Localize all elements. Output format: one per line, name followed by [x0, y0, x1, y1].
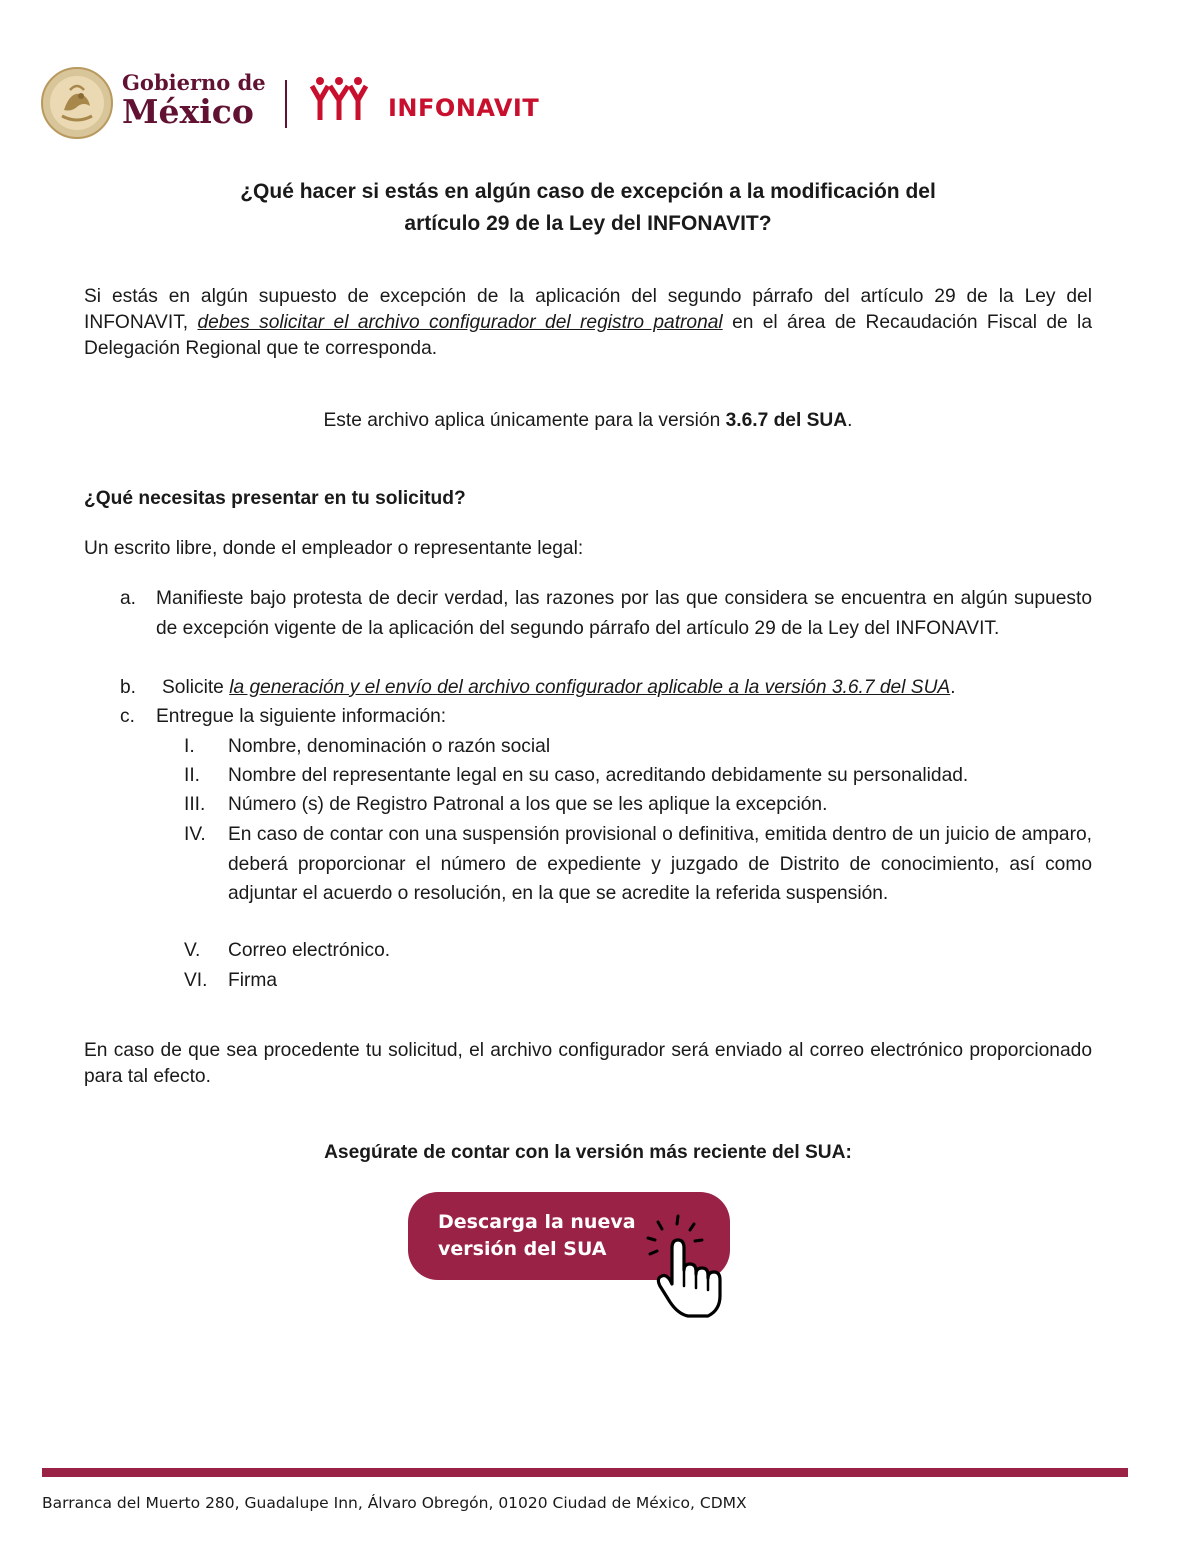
sublist-item-text: Correo electrónico. — [228, 940, 391, 961]
pointing-hand-icon — [636, 1208, 736, 1320]
list-item-text — [162, 673, 1092, 703]
sublist-marker: V. — [184, 940, 201, 961]
lead-text: Un escrito libre, donde el empleador o representante legal: — [84, 538, 584, 559]
intro-text-before: Si estás en algún supuesto de excepción de la aplicación del segundo párrafo del artículo 29 de la Ley del INFONAVIT, — [84, 286, 1092, 333]
gobierno-de-mexico-logo — [122, 70, 266, 131]
infonavit-logo-icon — [308, 76, 370, 124]
infonavit-wordmark: INFONAVIT — [388, 94, 540, 122]
logo-separator — [285, 80, 287, 128]
title-line-2: artículo 29 de la Ley del INFONAVIT? — [404, 212, 772, 235]
item-b-emphasis: la generación y el envío del archivo configurador aplicable a la versión 3.6.7 del SUA — [229, 677, 951, 698]
intro-emphasis: debes solicitar el archivo configurador del registro patronal — [197, 312, 723, 333]
title-line-1: ¿Qué hacer si estás en algún caso de excepción a la modificación del — [240, 180, 936, 203]
item-b-before: Solicite — [162, 677, 230, 698]
sublist-item-text: Firma — [228, 970, 278, 991]
sublist-item-text: Número (s) de Registro Patronal a los que se les aplique la excepción. — [228, 794, 828, 815]
gob-top-text: Gobierno de — [122, 70, 266, 95]
version-note-before: Este archivo aplica únicamente para la versión — [323, 410, 726, 431]
button-line-2: versión del SUA — [438, 1238, 607, 1260]
closing-paragraph: En caso de que sea procedente tu solicitud, el archivo configurador será enviado al correo electrónico proporcionado para tal efecto. — [84, 1040, 1092, 1087]
download-button-label — [438, 1209, 648, 1263]
button-line-1: Descarga la nueva — [438, 1211, 636, 1233]
list-marker: b. — [120, 677, 137, 698]
footer-divider — [42, 1468, 1128, 1477]
list-marker: a. — [120, 588, 137, 609]
version-note — [84, 408, 1092, 434]
list-item-text: Entregue la siguiente información: — [156, 706, 447, 727]
sublist-item-text: Nombre, denominación o razón social — [228, 736, 551, 757]
sublist-marker: IV. — [184, 824, 206, 845]
gob-main-text: México — [122, 92, 254, 131]
intro-paragraph — [84, 284, 1092, 362]
list-item-text: Manifieste bajo protesta de decir verdad, las razones por las que considera se encuentra en algún supuesto de excepción vigente de la aplicación del segundo párrafo del artículo 29 de la Ley del INFONAVIT. — [156, 588, 1092, 639]
version-note-after: . — [847, 410, 853, 431]
section-heading: ¿Qué necesitas presentar en tu solicitud? — [84, 488, 466, 509]
sublist-marker: III. — [184, 794, 206, 815]
version-note-bold: 3.6.7 del SUA — [725, 410, 848, 431]
intro-text-after: en el área de Recaudación Fiscal de la Delegación Regional que te corresponda. — [84, 312, 1092, 359]
sublist-item-text: Nombre del representante legal en su caso, acreditando debidamente su personalidad. — [228, 765, 969, 786]
page-title — [84, 176, 1092, 240]
sublist-marker: I. — [184, 736, 195, 757]
list-marker: c. — [120, 706, 135, 727]
sublist-marker: VI. — [184, 970, 208, 991]
mexico-seal-icon — [40, 66, 114, 140]
header — [40, 66, 600, 136]
item-b-after: . — [950, 677, 956, 698]
sublist-marker: II. — [184, 765, 200, 786]
footer-address: Barranca del Muerto 280, Guadalupe Inn, Álvaro Obregón, 01020 Ciudad de México, CDMX — [42, 1494, 747, 1512]
cta-heading: Asegúrate de contar con la versión más reciente del SUA: — [324, 1142, 852, 1163]
download-sua-button[interactable] — [408, 1192, 748, 1322]
sublist-item-text: En caso de contar con una suspensión provisional o definitiva, emitida dentro de un juicio de amparo, deberá proporcionar el número de expediente y juzgado de Distrito de conocimiento, así como adjuntar el acuerdo o resolución, en la que se acredite la referida suspensión. — [228, 824, 1092, 904]
